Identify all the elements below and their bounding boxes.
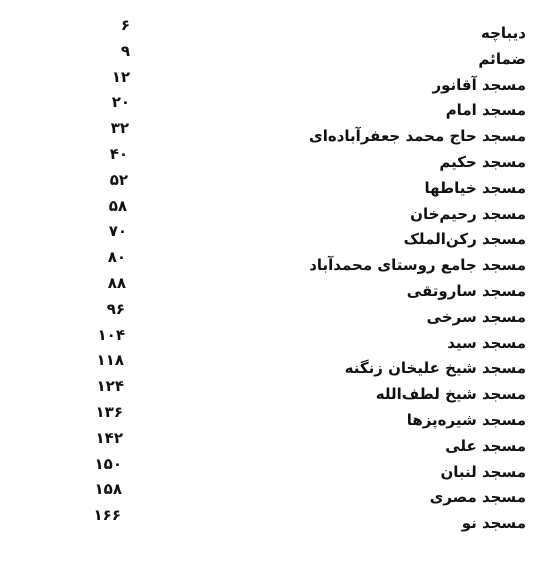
toc-page-number: ۱۳۶ xyxy=(95,402,123,421)
toc-page-number: ۹ xyxy=(120,41,130,60)
toc-page-number: ۴۰ xyxy=(109,144,128,163)
toc-entry-title: مسجد سرخی xyxy=(426,307,526,326)
toc-page-number: ۵۲ xyxy=(109,170,128,189)
toc-entry-title: مسجد حاج محمد جعفرآباده‌ای xyxy=(308,127,526,146)
toc-page-number: ۲۰ xyxy=(111,93,130,112)
toc-row xyxy=(0,506,553,538)
toc-page-number: ۱۱۸ xyxy=(96,351,124,370)
toc-entry-title: مسجد مصری xyxy=(429,488,526,507)
toc-page-number: ۱۵۸ xyxy=(94,480,122,499)
toc-page-number: ۷۰ xyxy=(108,222,127,241)
toc-page-number: ۸۸ xyxy=(107,273,126,292)
toc-entry-title: مسجد شیرەپزها xyxy=(406,410,526,429)
toc-page-number: ۱۴۲ xyxy=(95,428,123,447)
toc-entry-title: مسجد رکن‌الملک xyxy=(403,230,526,249)
toc-page-number: ۹۶ xyxy=(106,299,125,318)
toc-entry-title: مسجد لنبان xyxy=(440,462,526,481)
toc-page-number: ۱۰۴ xyxy=(97,325,125,344)
toc-entry-title: مسجد رحیم‌خان xyxy=(410,204,526,223)
toc-entry-title: دیباچه xyxy=(481,24,526,42)
toc-page-number: ۱۵۰ xyxy=(94,454,122,473)
toc-entry-title: ضمائم xyxy=(478,49,526,68)
toc-entry-title: مسجد شیخ لطف‌الله xyxy=(375,385,526,404)
toc-entry-title: مسجد علی xyxy=(445,436,526,455)
toc-page-number: ۸۰ xyxy=(107,248,126,267)
toc-entry-title: مسجد امام xyxy=(445,101,526,120)
toc-page-number: ۵۸ xyxy=(108,196,127,215)
toc-page-number: ۱۲ xyxy=(111,67,130,86)
toc-page-number: ۱۲۴ xyxy=(96,377,124,396)
toc-entry-title: مسجد آقانور xyxy=(432,75,526,94)
toc-entry-title: مسجد سید xyxy=(447,333,526,352)
toc-entry-title: مسجد حکیم xyxy=(439,152,526,171)
toc-page-number: ۳۲ xyxy=(110,119,129,138)
toc-entry-title: مسجد نو xyxy=(461,514,526,533)
toc-entry-title: مسجد ساروتقی xyxy=(406,281,526,300)
toc-entry-title: مسجد جامع روستای محمدآباد xyxy=(309,256,526,275)
toc-page-number: ۱۶۶ xyxy=(93,506,121,525)
toc-page-number: ۶ xyxy=(120,16,130,34)
toc-entry-title: مسجد شیخ علیخان زنگنه xyxy=(344,359,526,378)
toc-entry-title: مسجد خیاطها xyxy=(424,178,526,197)
table-of-contents xyxy=(0,16,553,538)
